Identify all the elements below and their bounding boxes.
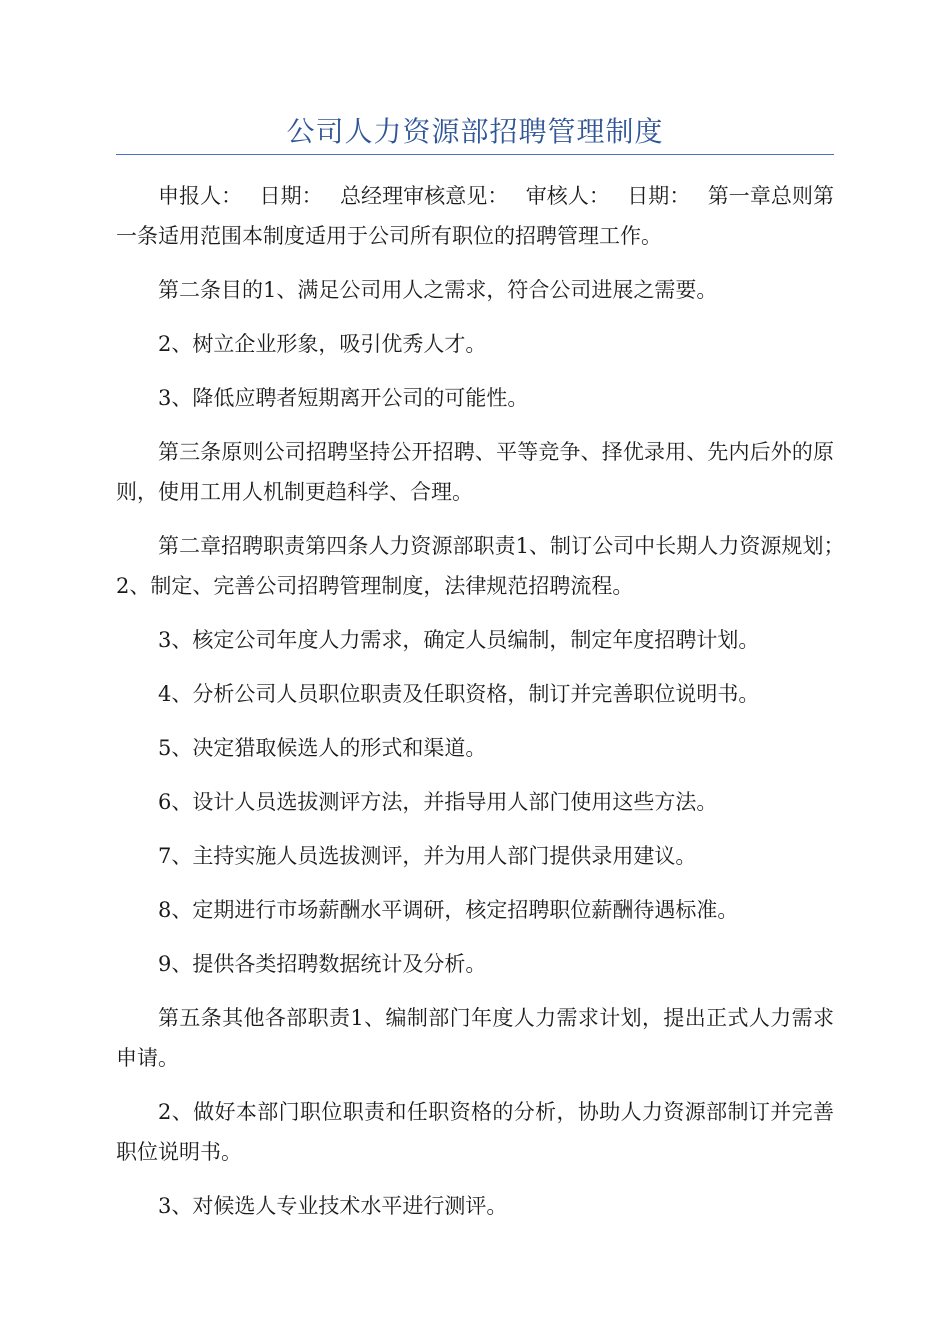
paragraph-article4-item3: 3、核定公司年度人力需求，确定人员编制，制定年度招聘计划。 <box>158 628 760 652</box>
document-title: 公司人力资源部招聘管理制度 <box>286 115 664 148</box>
paragraph-article2-item2: 2、树立企业形象，吸引优秀人才。 <box>158 332 487 356</box>
paragraph-article4-item4: 4、分析公司人员职位职责及任职资格，制订并完善职位说明书。 <box>158 682 760 706</box>
paragraph-article4-item9: 9、提供各类招聘数据统计及分析。 <box>158 952 487 976</box>
paragraph-article5: 第五条其他各部职责1、编制部门年度人力需求计划，提出正式人力需求申请。 <box>116 1006 834 1070</box>
document-body <box>116 176 876 1240</box>
paragraph-article5-item3: 3、对候选人专业技术水平进行测评。 <box>158 1194 508 1218</box>
paragraph-article3: 第三条原则公司招聘坚持公开招聘、平等竞争、择优录用、先内后外的原则，使用工用人机制更趋科学、合理。 <box>116 440 834 504</box>
paragraph-article4-item6: 6、设计人员选拔测评方法，并指导用人部门使用这些方法。 <box>158 790 718 814</box>
paragraph-article2-item3: 3、降低应聘者短期离开公司的可能性。 <box>158 386 529 410</box>
paragraph-article4-item7: 7、主持实施人员选拔测评，并为用人部门提供录用建议。 <box>158 844 697 868</box>
paragraph-chapter2-article4: 第二章招聘职责第四条人力资源部职责1、制订公司中长期人力资源规划； 2、制定、完善公司招聘管理制度，法律规范招聘流程。 <box>116 534 876 598</box>
paragraph-article5-item2: 2、做好本部门职位职责和任职资格的分析，协助人力资源部制订并完善职位说明书。 <box>116 1100 834 1164</box>
paragraph-header-chapter1: 申报人： 日期： 总经理审核意见： 审核人： 日期： 第一章总则第一条适用范围本制度适用于公司所有职位的招聘管理工作。 <box>116 184 834 248</box>
paragraph-article2: 第二条目的1、满足公司用人之需求，符合公司进展之需要。 <box>158 278 718 302</box>
title-underline <box>116 154 834 155</box>
paragraph-article4-item8: 8、定期进行市场薪酬水平调研，核定招聘职位薪酬待遇标准。 <box>158 898 739 922</box>
paragraph-article4-item5: 5、决定猎取候选人的形式和渠道。 <box>158 736 487 760</box>
